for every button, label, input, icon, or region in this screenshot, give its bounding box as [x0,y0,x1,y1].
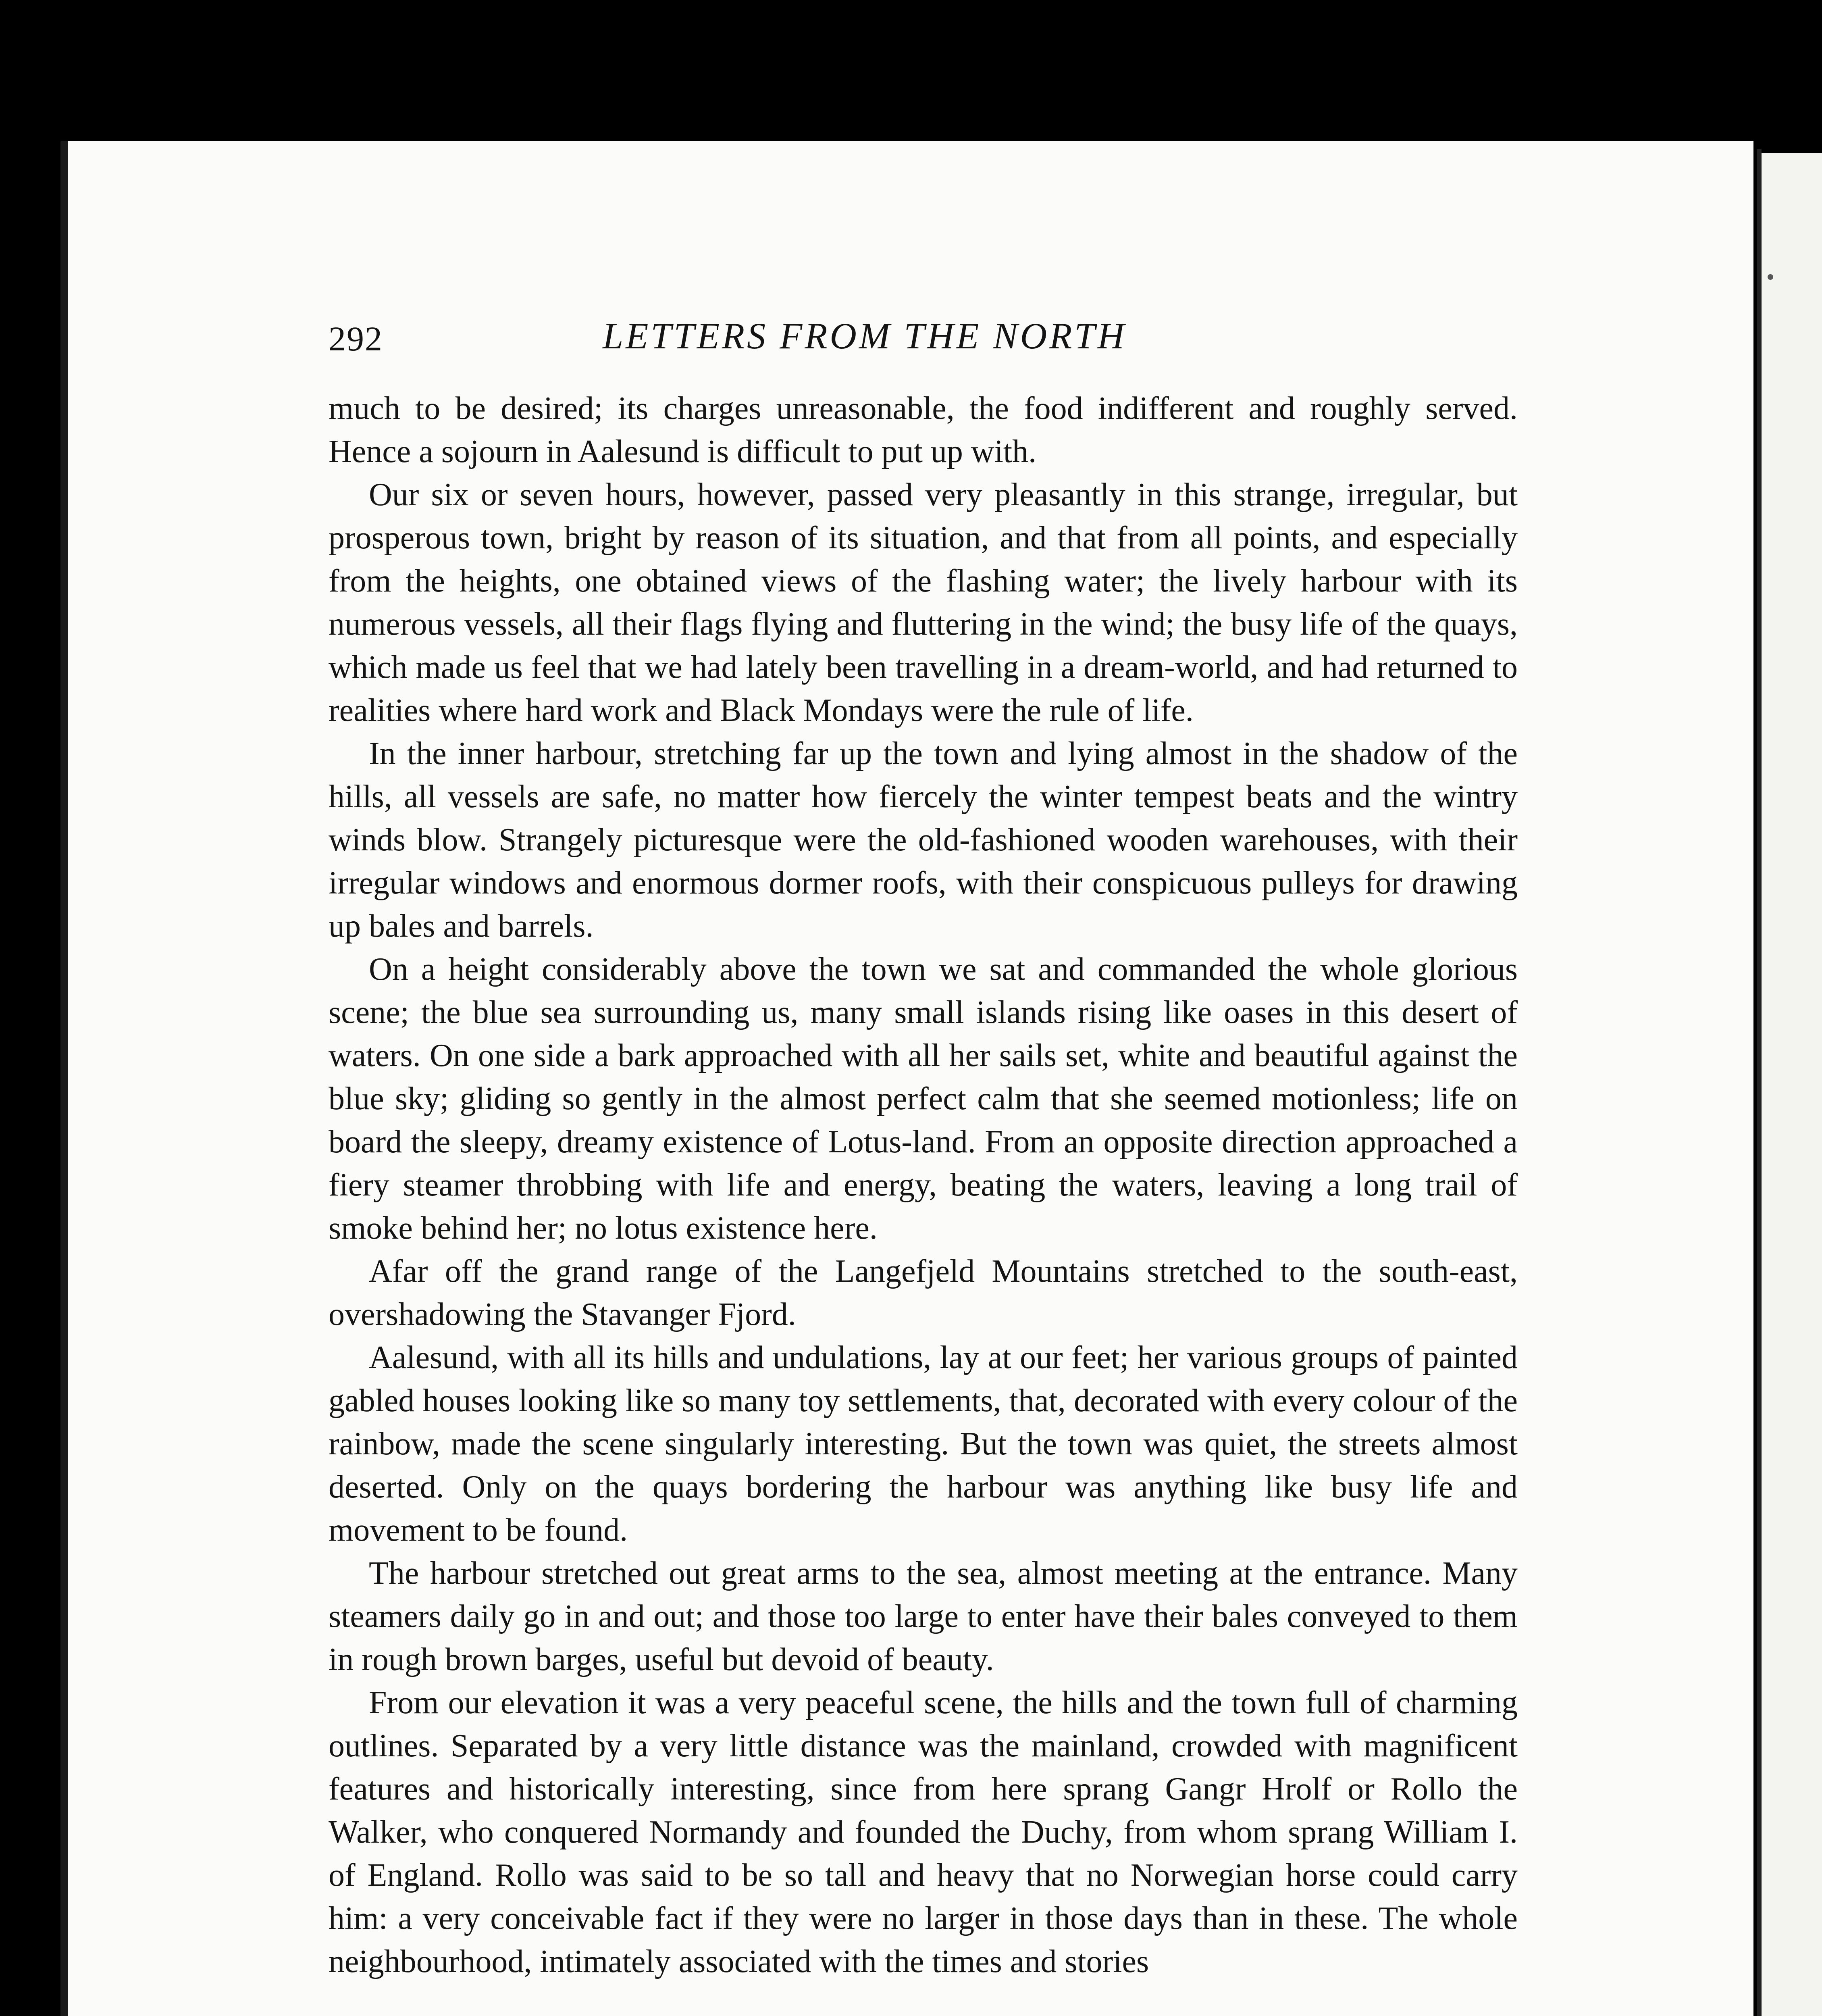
body-text [329,387,1518,1983]
paragraph: In the inner harbour, stretching far up the town and lying almost in the shadow of the hills, all vessels are safe, no matter how fiercely the winter tempest beats and the wintry winds blow. Strangely picturesque were the old-fashioned wooden warehouses, with their irregular windows and enormous dormer roofs, with their conspicuous pulleys for drawing up bales and barrels. [329,736,1518,944]
paragraph: On a height considerably above the town we sat and commanded the whole glorious scene; the blue sea surrounding us, many small islands rising like oases in this desert of waters. On one side a bark approached with all her sails set, white and beautiful against the blue sky; gliding so gently in the almost perfect calm that she seemed motionless; life on board the sleepy, dreamy existence of Lotus-land. From an opposite direction approached a fiery steamer throbbing with life and energy, beating the waters, leaving a long trail of smoke behind her; no lotus existence here. [329,952,1518,1246]
running-head-title: LETTERS FROM THE NORTH [603,315,1127,356]
paragraph: The harbour stretched out great arms to the sea, almost meeting at the entrance. Many steamers daily go in and out; and those too large to enter have their bales conveyed to them in rough brown barges, useful but devoid of beauty. [329,1556,1518,1677]
scan-speck [1768,274,1773,280]
paragraph: Our six or seven hours, however, passed very pleasantly in this strange, irregular, but prosperous town, bright by reason of its situation, and that from all points, and especially from the heights, one obtained views of the flashing water; the lively harbour with its numerous vessels, all their flags flying and fluttering in the wind; the busy life of the quays, which made us feel that we had lately been travelling in a dream-world, and had returned to realities where hard work and Black Mondays were the rule of life. [329,477,1518,728]
paragraph: Afar off the grand range of the Langefjeld Mountains stretched to the south-east, overshadowing the Stavanger Fjord. [329,1254,1518,1332]
running-head [329,310,1518,363]
paragraph-continued: much to be desired; its charges unreasonable, the food indifferent and roughly served. Hence a sojourn in Aalesund is difficult to put up with. [329,391,1518,469]
page-number: 292 [329,319,383,358]
page-gutter-line [1757,149,1762,2016]
next-page-edge [1762,153,1822,2016]
paragraph: Aalesund, with all its hills and undulations, lay at our feet; her various groups of painted gabled houses looking like so many toy settlements, that, decorated with every colour of the rainbow, made the scene singularly interesting. But the town was quiet, the streets almost deserted. Only on the quays bordering the harbour was anything like busy life and movement to be found. [329,1340,1518,1548]
paragraph: From our elevation it was a very peaceful scene, the hills and the town full of charming outlines. Separated by a very little distance was the mainland, crowded with magnificent features and historically interesting, since from here sprang Gangr Hrolf or Rollo the Walker, who conquered Normandy and founded the Duchy, from whom sprang William I. of England. Rollo was said to be so tall and heavy that no Norwegian horse could carry him: a very conceivable fact if they were no larger in those days than in these. The whole neighbourhood, intimately associated with the times and stories [329,1685,1518,1979]
